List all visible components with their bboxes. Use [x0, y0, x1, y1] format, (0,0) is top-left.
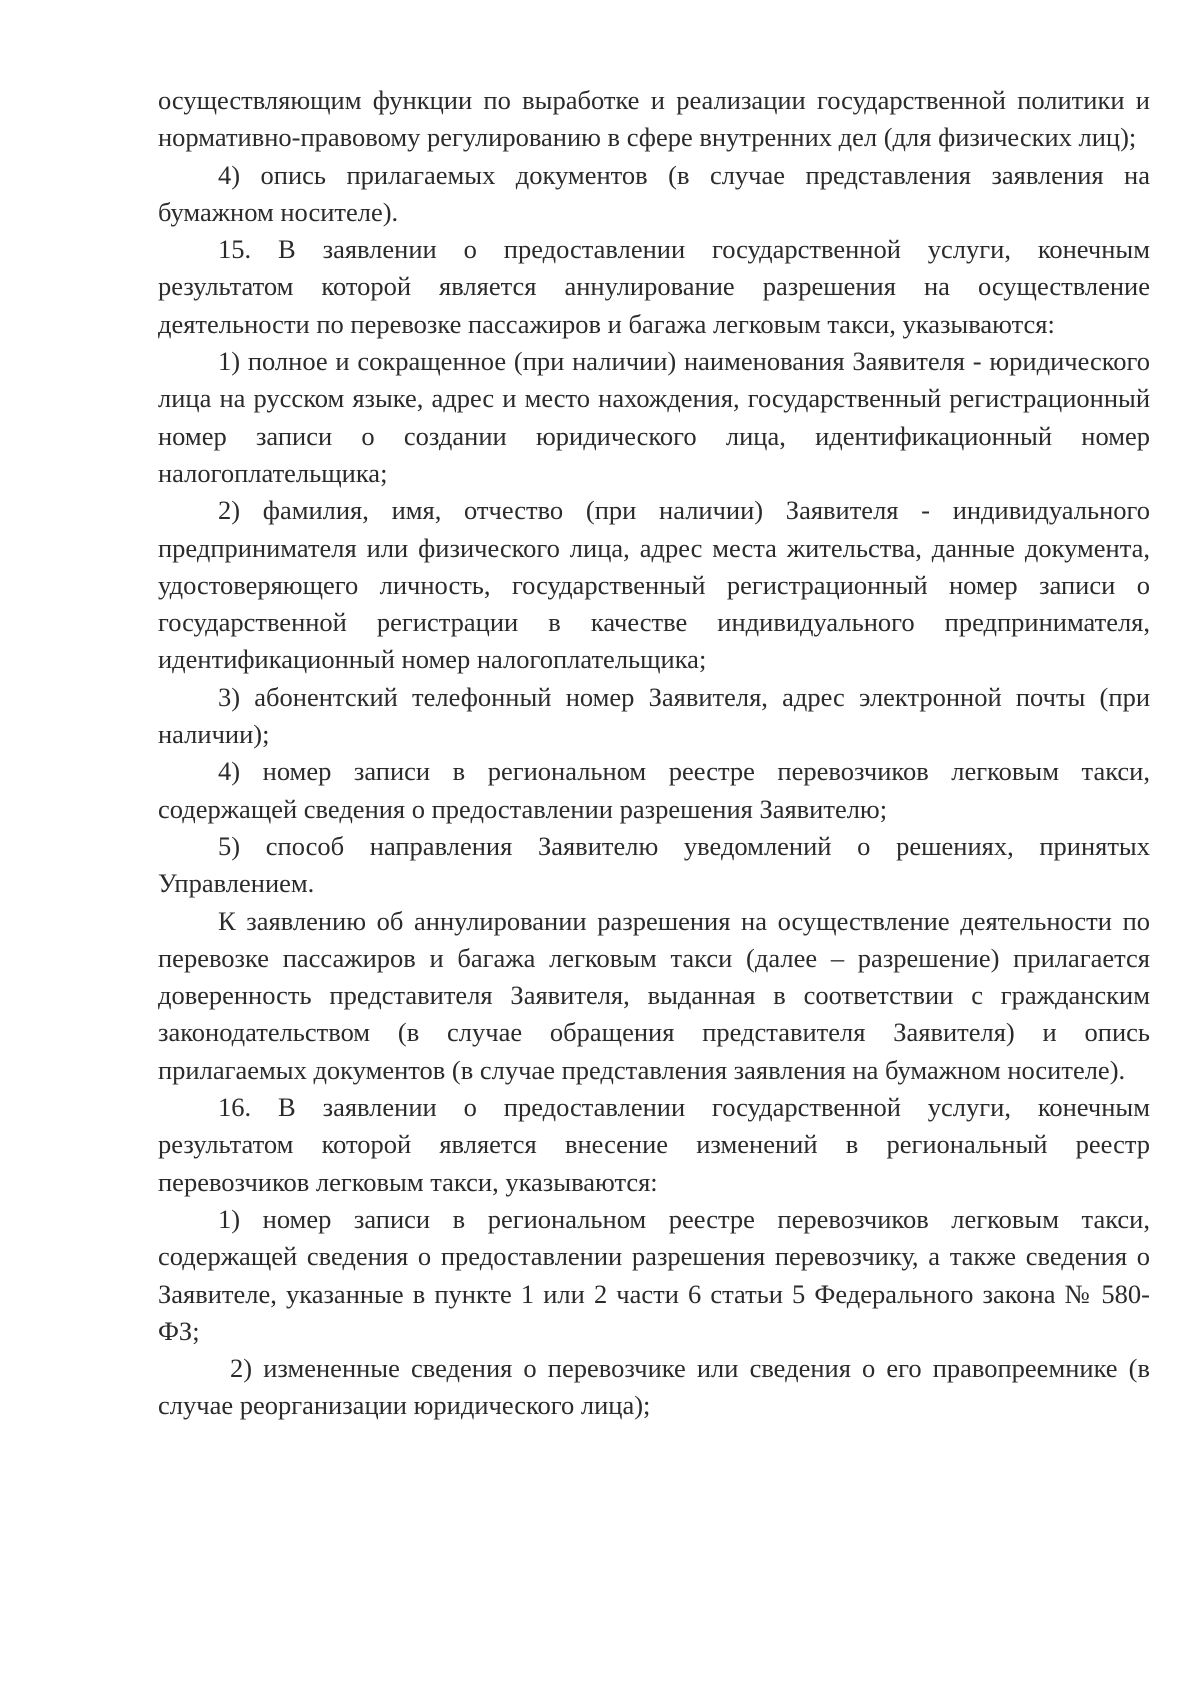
document-body: [158, 82, 1150, 1425]
paragraph-item-2-individual: 2) фамилия, имя, отчество (при наличии) Заявителя - индивидуального предпринимателя или физического лица, адрес места жительства, данные документа, удостоверяющего личность, государственный регистрационный номер записи о государственной регистрации в качестве индивидуального предпринимателя, идентификационный номер налогоплательщика;: [158, 495, 1150, 675]
paragraph-item-1-legal-entity: 1) полное и сокращенное (при наличии) наименования Заявителя - юридического лица на русском языке, адрес и место нахождения, государственный регистрационный номер записи о создании юридического лица, идентификационный номер налогоплательщика;: [158, 346, 1150, 488]
paragraph-item-2-changed-info: 2) измененные сведения о перевозчике или сведения о его правопреемнике (в случае реорганизации юридического лица);: [158, 1353, 1150, 1421]
paragraph-attachments: К заявлению об аннулировании разрешения на осуществление деятельности по перевозке пассажиров и багажа легковым такси (далее – разрешение) прилагается доверенность представителя Заявителя, выданная в соответствии с гражданским законодательством (в случае обращения представителя Заявителя) и опись прилагаемых документов (в случае представления заявления на бумажном носителе).: [158, 905, 1150, 1085]
paragraph-item-4-inventory: 4) опись прилагаемых документов (в случае представления заявления на бумажном носителе).: [158, 159, 1150, 227]
paragraph-item-1-registry-changes: 1) номер записи в региональном реестре перевозчиков легковым такси, содержащей сведения о предоставлении разрешения перевозчику, а также сведения о Заявителе, указанные в пункте 1 или 2 части 6 статьи 5 Федерального закона № 580-ФЗ;: [158, 1203, 1150, 1346]
paragraph-item-3-contacts: 3) абонентский телефонный номер Заявителя, адрес электронной почты (при наличии);: [158, 681, 1150, 750]
paragraph-continuation: осуществляющим функции по выработке и реализации государственной политики и нормативно-правовому регулированию в сфере внутренних дел (для физических лиц);: [158, 85, 1150, 153]
paragraph-item-5-notification-method: 5) способ направления Заявителю уведомлений о решениях, принятых Управлением.: [158, 830, 1150, 899]
paragraph-section-15: 15. В заявлении о предоставлении государственной услуги, конечным результатом которой является аннулирование разрешения на осуществление деятельности по перевозке пассажиров и багажа легковым такси, указываются:: [158, 234, 1150, 339]
paragraph-item-4-registry-record: 4) номер записи в региональном реестре перевозчиков легковым такси, содержащей сведения о предоставлении разрешения Заявителю;: [158, 756, 1150, 824]
paragraph-section-16: 16. В заявлении о предоставлении государственной услуги, конечным результатом которой является внесение изменений в региональный реестр перевозчиков легковым такси, указываются:: [158, 1092, 1150, 1197]
